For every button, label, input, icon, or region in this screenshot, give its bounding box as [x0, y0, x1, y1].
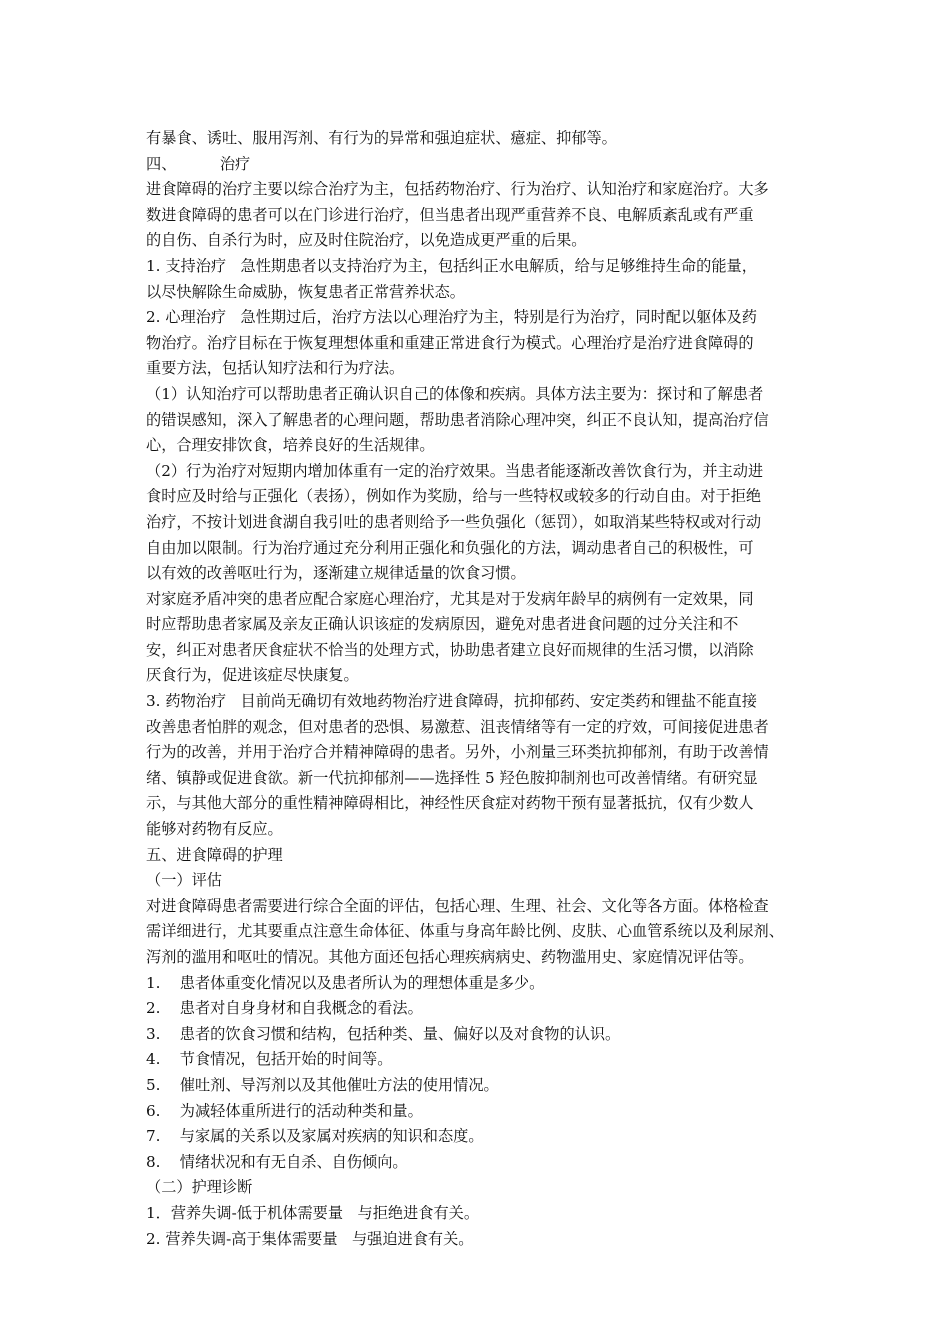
text-line: 行为的改善，并用于治疗合并精神障碍的患者。另外，小剂量三环类抗抑郁剂，有助于改善情: [146, 743, 769, 762]
text-line: 食时应及时给与正强化（表扬），例如作为奖励，给与一些特权或较多的行动自由。对于拒绝: [146, 487, 762, 506]
list-item: 2. 营养失调-高于集体需要量 与强迫进食有关。: [146, 1229, 474, 1248]
text-line: 有暴食、诱吐、服用泻剂、有行为的异常和强迫症状、癔症、抑郁等。: [146, 129, 617, 147]
text-line: 的自伤、自杀行为时，应及时住院治疗，以免造成更严重的后果。: [146, 231, 587, 250]
text-line: 时应帮助患者家属及亲友正确认识该症的发病原因，避免对患者进食问题的过分关注和不: [146, 615, 739, 634]
text-line: 厌食行为，促进该症尽快康复。: [146, 666, 359, 685]
text-line: （1）认知治疗可以帮助患者正确认识自己的体像和疾病。具体方法主要为：探讨和了解患者: [146, 384, 764, 403]
text-line: 对进食障碍患者需要进行综合全面的评估，包括心理、生理、社会、文化等各方面。体格检查: [146, 896, 769, 915]
text-line: 安，纠正对患者厌食症状不恰当的处理方式，协助患者建立良好而规律的生活习惯，以消除: [146, 640, 754, 659]
text-line: 自由加以限制。行为治疗通过充分利用正强化和负强化的方法，调动患者自己的积极性，可: [146, 538, 754, 557]
text-line: （2）行为治疗对短期内增加体重有一定的治疗效果。当患者能逐渐改善饮食行为，并主动进: [146, 461, 764, 480]
list-item: 4. 节食情况，包括开始的时间等。: [146, 1050, 393, 1069]
list-item: 2. 患者对自身身材和自我概念的看法。: [146, 999, 423, 1018]
list-item: 3. 患者的饮食习惯和结构，包括种类、量、偏好以及对食物的认识。: [146, 1024, 621, 1043]
text-line: 物治疗。治疗目标在于恢复理想体重和重建正常进食行为模式。心理治疗是治疗进食障碍的: [146, 333, 754, 352]
list-item: 6. 为减轻体重所进行的活动种类和量。: [146, 1101, 423, 1120]
subsection-heading-assessment: （一）评估: [146, 871, 222, 890]
text-line: 3. 药物治疗 目前尚无确切有效地药物治疗进食障碍，抗抑郁药、安定类药和锂盐不能直接: [146, 692, 757, 711]
text-line: 需详细进行，尤其要重点注意生命体征、体重与身高年龄比例、皮肤、心血管系统以及利尿剂、: [146, 922, 784, 941]
list-item: 7. 与家属的关系以及家属对疾病的知识和态度。: [146, 1127, 484, 1146]
text-line: 治疗，不按计划进食湖自我引吐的患者则给予一些负强化（惩罚），如取消某些特权或对行动: [146, 512, 762, 531]
list-item: 5. 催吐剂、导泻剂以及其他催吐方法的使用情况。: [146, 1075, 499, 1094]
text-line: 1. 支持治疗 急性期患者以支持治疗为主，包括纠正水电解质，给与足够维持生命的能量，: [146, 256, 757, 275]
list-item: 1. 患者体重变化情况以及患者所认为的理想体重是多少。: [146, 973, 545, 992]
text-line: 以有效的改善呕吐行为，逐渐建立规律适量的饮食习惯。: [146, 564, 526, 583]
text-line: 重要方法，包括认知疗法和行为疗法。: [146, 359, 405, 378]
document-page: [146, 126, 816, 1252]
text-line: 数进食障碍的患者可以在门诊进行治疗，但当患者出现严重营养不良、电解质紊乱或有严重: [146, 205, 754, 224]
text-line: 心，合理安排饮食，培养良好的生活规律。: [146, 436, 435, 455]
text-line: 绪、镇静或促进食欲。新一代抗抑郁剂——选择性 5 羟色胺抑制剂也可改善情绪。有研究显: [146, 768, 758, 787]
list-item: 1．营养失调-低于机体需要量 与拒绝进食有关。: [146, 1203, 480, 1222]
text-line: 的错误感知，深入了解患者的心理问题，帮助患者消除心理冲突，纠正不良认知，提高治疗信: [146, 410, 769, 429]
text-line: 2. 心理治疗 急性期过后，治疗方法以心理治疗为主，特别是行为治疗，同时配以躯体及药: [146, 308, 757, 327]
text-line: 示，与其他大部分的重性精神障碍相比，神经性厌食症对药物干预有显著抵抗，仅有少数人: [146, 794, 754, 813]
subsection-heading-diagnosis: （二）护理诊断: [146, 1178, 253, 1197]
text-line: 对家庭矛盾冲突的患者应配合家庭心理治疗，尤其是对于发病年龄早的病例有一定效果，同: [146, 589, 754, 608]
text-line: 改善患者怕胖的观念，但对患者的恐惧、易激惹、沮丧情绪等有一定的疗效，可间接促进患者: [146, 717, 769, 736]
text-line: 能够对药物有反应。: [146, 820, 283, 839]
text-line: 泻剂的滥用和呕吐的情况。其他方面还包括心理疾病病史、药物滥用史、家庭情况评估等。: [146, 948, 754, 966]
section-heading-treatment: 四、 治疗: [146, 154, 251, 173]
text-line: 进食障碍的治疗主要以综合治疗为主，包括药物治疗、行为治疗、认知治疗和家庭治疗。大多: [146, 180, 769, 199]
text-line: 以尽快解除生命威胁，恢复患者正常营养状态。: [146, 282, 465, 301]
list-item: 8. 情绪状况和有无自杀、自伤倾向。: [146, 1152, 408, 1171]
section-heading-nursing: 五、进食障碍的护理: [146, 845, 283, 864]
